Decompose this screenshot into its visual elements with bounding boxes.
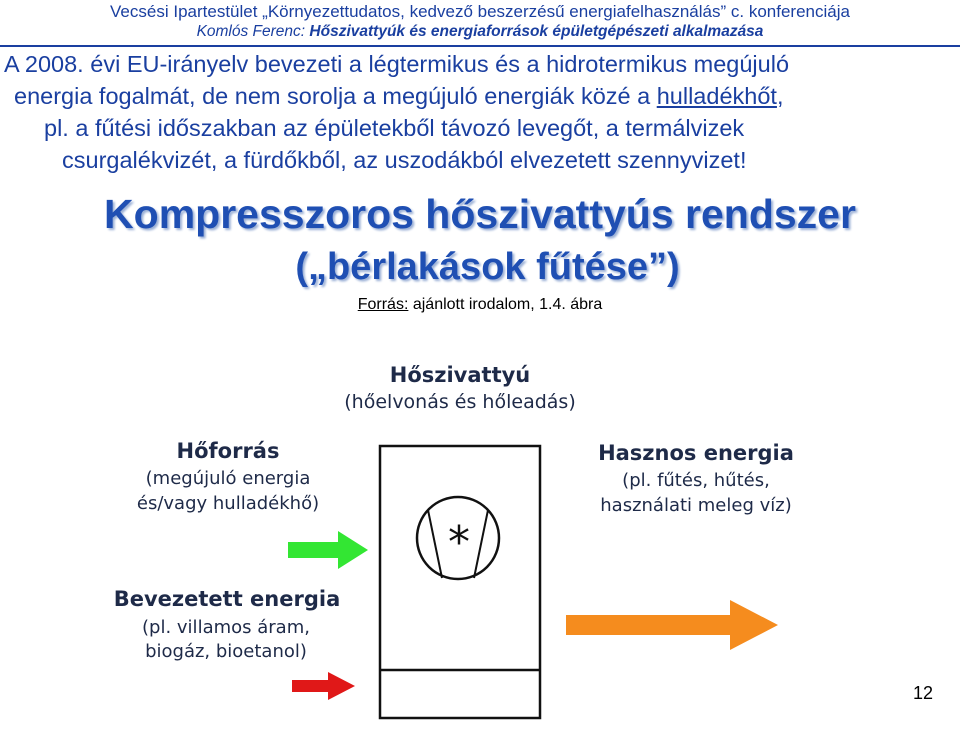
heatpump-subtitle: (hőelvonás és hőleadás) xyxy=(344,391,576,413)
intro-line-1: A 2008. évi EU-irányelv bevezeti a légtermikus és a hidrotermikus megújuló xyxy=(4,51,790,77)
heat-source-line-2: és/vagy hulladékhő) xyxy=(136,493,320,514)
input-energy-line-2: biogáz, bioetanol) xyxy=(145,641,307,662)
useful-energy-title: Hasznos energia xyxy=(598,441,794,465)
input-energy-line-1: (pl. villamos áram, xyxy=(142,617,310,638)
heat-source-arrow xyxy=(288,531,368,569)
input-energy-arrow xyxy=(292,672,355,700)
source-note xyxy=(0,296,960,314)
header-subject: Hőszivattyúk és energiaforrások épületgépészeti alkalmazása xyxy=(309,23,764,40)
header-author: Komlós Ferenc: xyxy=(196,23,306,40)
compressor-symbol: * xyxy=(448,517,470,568)
header-conference: Vecsési Ipartestület „Környezettudatos, kedvező beszerzésű energiafelhasználás” c. konferenciája xyxy=(110,2,850,21)
intro-line-2-start: energia fogalmát, de nem sorolja a megújuló energiák közé a xyxy=(14,83,657,109)
input-energy-title: Bevezetett energia xyxy=(113,587,341,611)
intro-waste-heat-term: hulladékhőt xyxy=(656,83,777,109)
source-text: ajánlott irodalom, 1.4. ábra xyxy=(408,296,603,313)
header-author-subject xyxy=(0,23,960,41)
page-number: 12 xyxy=(912,683,933,703)
heatpump-title: Hőszivattyú xyxy=(389,363,531,387)
heat-source-line-1: (megújuló energia xyxy=(145,468,311,489)
source-label: Forrás: xyxy=(357,296,409,313)
intro-line-3: pl. a fűtési időszakban az épületekből távozó levegőt, a termálvizek xyxy=(44,115,745,141)
useful-energy-line-2: használati meleg víz) xyxy=(600,495,792,516)
intro-line-4: csurgalékvizét, a fürdőkből, az uszodákból elvezetett szennyvizet! xyxy=(62,147,747,173)
slide-subtitle: („bérlakások fűtése”) xyxy=(295,246,680,288)
heatpump-box xyxy=(380,446,540,718)
useful-energy-arrow xyxy=(566,600,778,650)
intro-line-2-end: , xyxy=(776,83,784,109)
intro-line-2 xyxy=(0,80,960,112)
intro-paragraph xyxy=(0,48,960,176)
slide-title: Kompresszoros hőszivattyús rendszer xyxy=(104,191,856,237)
header-rule xyxy=(0,45,960,47)
heat-source-title: Hőforrás xyxy=(176,439,280,463)
useful-energy-line-1: (pl. fűtés, hűtés, xyxy=(622,470,770,491)
heat-pump-diagram xyxy=(0,350,960,730)
